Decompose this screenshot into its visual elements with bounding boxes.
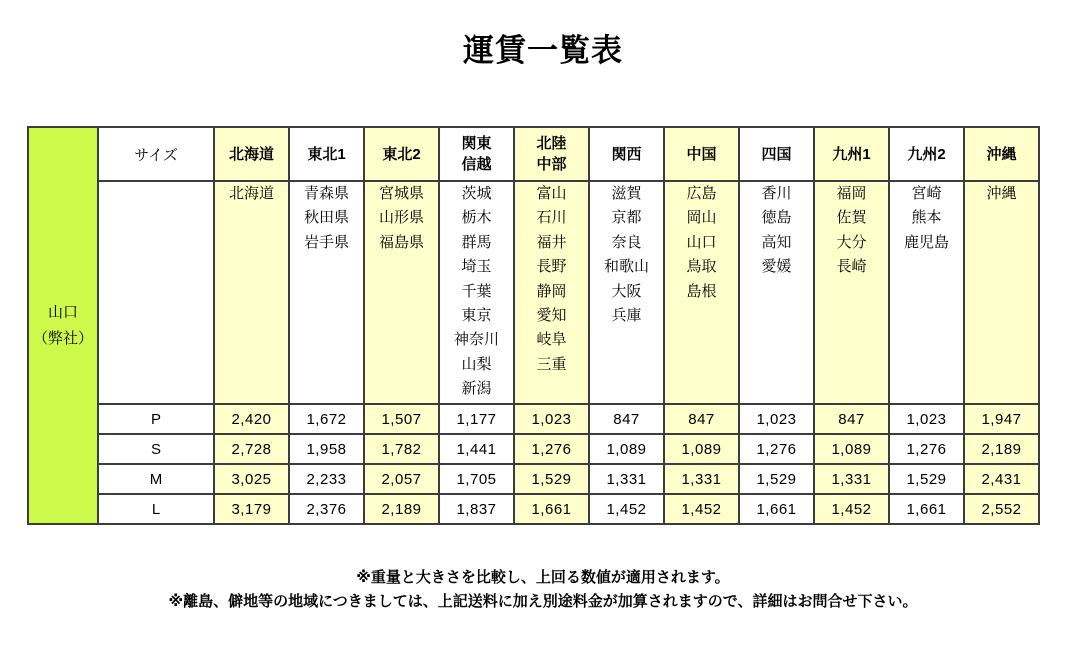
price-cell: 1,331 bbox=[814, 464, 889, 494]
region-header-line: 東北1 bbox=[307, 145, 346, 163]
price-cell: 2,431 bbox=[964, 464, 1039, 494]
region-header-cell bbox=[664, 127, 739, 181]
origin-label-line: 山口 bbox=[47, 303, 78, 321]
prefecture-name: 山梨 bbox=[461, 355, 492, 373]
price-row bbox=[28, 434, 1039, 464]
price-cell: 1,089 bbox=[664, 434, 739, 464]
prefecture-name: 佐賀 bbox=[836, 209, 867, 227]
price-cell: 2,728 bbox=[214, 434, 289, 464]
price-cell: 1,023 bbox=[514, 404, 589, 434]
price-cell: 847 bbox=[664, 404, 739, 434]
prefecture-name: 広島 bbox=[686, 185, 717, 202]
prefecture-cell bbox=[514, 181, 589, 404]
price-cell: 1,441 bbox=[439, 434, 514, 464]
price-cell: 2,189 bbox=[964, 434, 1039, 464]
price-cell: 1,507 bbox=[364, 404, 439, 434]
price-cell: 1,529 bbox=[514, 464, 589, 494]
region-header-line: 信越 bbox=[461, 156, 492, 173]
region-header-line: 沖縄 bbox=[986, 145, 1017, 163]
prefecture-cell bbox=[664, 181, 739, 404]
prefecture-name: 群馬 bbox=[461, 233, 492, 251]
prefecture-name: 鹿児島 bbox=[903, 233, 949, 251]
price-cell: 1,672 bbox=[289, 404, 364, 434]
prefecture-name: 和歌山 bbox=[603, 258, 649, 276]
price-cell: 1,452 bbox=[589, 494, 664, 524]
price-cell: 1,452 bbox=[814, 494, 889, 524]
prefecture-name: 滋賀 bbox=[611, 185, 642, 202]
prefecture-row bbox=[28, 181, 1039, 404]
price-cell: 3,179 bbox=[214, 494, 289, 524]
price-cell: 2,376 bbox=[289, 494, 364, 524]
prefecture-name: 宮崎 bbox=[911, 185, 942, 202]
region-header-line: 中国 bbox=[686, 145, 717, 163]
price-cell: 1,089 bbox=[814, 434, 889, 464]
price-cell: 2,189 bbox=[364, 494, 439, 524]
prefecture-name: 青森県 bbox=[303, 185, 349, 202]
footnote-line: ※離島、僻地等の地域につきましては、上記送料に加え別途料金が加算されますので、詳細はお問合せ下さい。 bbox=[168, 593, 918, 610]
prefecture-name: 千葉 bbox=[461, 282, 492, 300]
prefecture-name: 岐阜 bbox=[536, 331, 567, 349]
prefecture-name: 兵庫 bbox=[611, 307, 642, 325]
price-row bbox=[28, 464, 1039, 494]
price-row bbox=[28, 404, 1039, 434]
prefecture-name: 長野 bbox=[536, 258, 567, 276]
price-cell: 1,661 bbox=[739, 494, 814, 524]
prefecture-name: 埼玉 bbox=[461, 258, 492, 276]
region-header-line: 九州1 bbox=[832, 145, 871, 163]
price-cell: 1,331 bbox=[664, 464, 739, 494]
prefecture-name: 福井 bbox=[536, 233, 567, 251]
prefecture-cell bbox=[364, 181, 439, 404]
region-header-cell bbox=[439, 127, 514, 181]
prefecture-cell bbox=[439, 181, 514, 404]
prefecture-name: 三重 bbox=[536, 355, 567, 373]
prefecture-name: 京都 bbox=[611, 209, 642, 227]
region-header-line: 中部 bbox=[536, 156, 567, 173]
price-cell: 1,276 bbox=[739, 434, 814, 464]
origin-cell bbox=[28, 127, 98, 524]
prefecture-name: 岡山 bbox=[686, 209, 717, 227]
page-title: 運賃一覧表 bbox=[463, 33, 623, 68]
region-header-cell bbox=[214, 127, 289, 181]
region-header-line: 九州2 bbox=[907, 145, 946, 163]
price-cell: 1,452 bbox=[664, 494, 739, 524]
region-header-cell bbox=[889, 127, 964, 181]
price-cell: 2,057 bbox=[364, 464, 439, 494]
size-cell: M bbox=[98, 464, 214, 494]
prefecture-name: 山形県 bbox=[378, 209, 424, 227]
prefecture-cell bbox=[889, 181, 964, 404]
prefecture-cell bbox=[814, 181, 889, 404]
prefecture-name: 神奈川 bbox=[453, 331, 499, 349]
prefecture-name: 宮城県 bbox=[378, 185, 424, 202]
price-cell: 1,023 bbox=[739, 404, 814, 434]
prefecture-name: 島根 bbox=[686, 282, 717, 300]
price-cell: 2,233 bbox=[289, 464, 364, 494]
price-cell: 1,276 bbox=[889, 434, 964, 464]
prefecture-name: 茨城 bbox=[461, 185, 492, 202]
prefecture-name: 沖縄 bbox=[986, 185, 1017, 202]
price-cell: 1,529 bbox=[739, 464, 814, 494]
region-header-cell bbox=[739, 127, 814, 181]
size-header-cell: サイズ bbox=[98, 127, 214, 181]
footnotes bbox=[0, 566, 1086, 614]
region-header-line: 東北2 bbox=[382, 145, 421, 163]
price-cell: 847 bbox=[589, 404, 664, 434]
price-row bbox=[28, 494, 1039, 524]
size-cell: L bbox=[98, 494, 214, 524]
price-cell: 1,276 bbox=[514, 434, 589, 464]
price-cell: 1,023 bbox=[889, 404, 964, 434]
rate-table bbox=[27, 126, 1040, 525]
region-header-cell bbox=[364, 127, 439, 181]
price-cell: 1,661 bbox=[514, 494, 589, 524]
rate-table-body bbox=[28, 127, 1039, 524]
region-header-line: 関西 bbox=[611, 145, 642, 163]
prefecture-name: 北海道 bbox=[228, 185, 274, 202]
prefecture-name: 福岡 bbox=[836, 185, 867, 202]
price-cell: 1,705 bbox=[439, 464, 514, 494]
region-header-cell bbox=[514, 127, 589, 181]
prefecture-name: 静岡 bbox=[536, 282, 567, 300]
prefecture-name: 長崎 bbox=[836, 258, 867, 276]
prefecture-cell bbox=[289, 181, 364, 404]
prefecture-name: 福島県 bbox=[378, 233, 424, 251]
prefecture-name: 香川 bbox=[761, 185, 792, 202]
size-cell: P bbox=[98, 404, 214, 434]
prefecture-name: 富山 bbox=[536, 185, 567, 202]
header-row bbox=[28, 127, 1039, 181]
prefecture-name: 秋田県 bbox=[303, 209, 349, 227]
price-cell: 1,177 bbox=[439, 404, 514, 434]
prefecture-name: 岩手県 bbox=[303, 233, 349, 251]
prefecture-name: 山口 bbox=[686, 233, 717, 251]
price-cell: 1,782 bbox=[364, 434, 439, 464]
prefecture-cell bbox=[214, 181, 289, 404]
prefecture-name: 鳥取 bbox=[686, 258, 717, 276]
region-header-cell bbox=[814, 127, 889, 181]
price-cell: 3,025 bbox=[214, 464, 289, 494]
rate-table-container bbox=[27, 126, 1040, 525]
region-header-line: 北陸 bbox=[536, 135, 567, 152]
size-cell: S bbox=[98, 434, 214, 464]
prefecture-name: 愛媛 bbox=[761, 258, 792, 276]
footnote-line: ※重量と大きさを比較し、上回る数値が適用されます。 bbox=[356, 569, 730, 586]
prefecture-cell bbox=[964, 181, 1039, 404]
price-cell: 1,331 bbox=[589, 464, 664, 494]
region-header-line: 関東 bbox=[461, 135, 492, 152]
prefecture-cell bbox=[589, 181, 664, 404]
price-cell: 1,529 bbox=[889, 464, 964, 494]
price-cell: 1,089 bbox=[589, 434, 664, 464]
prefecture-name: 奈良 bbox=[611, 233, 642, 251]
prefecture-name: 大分 bbox=[836, 233, 867, 251]
price-cell: 847 bbox=[814, 404, 889, 434]
region-header-line: 北海道 bbox=[228, 145, 274, 163]
price-cell: 2,552 bbox=[964, 494, 1039, 524]
prefecture-name: 徳島 bbox=[761, 209, 792, 227]
prefecture-name: 愛知 bbox=[536, 307, 567, 325]
size-blank-cell bbox=[98, 181, 214, 404]
price-cell: 2,420 bbox=[214, 404, 289, 434]
price-cell: 1,661 bbox=[889, 494, 964, 524]
prefecture-name: 東京 bbox=[461, 307, 492, 325]
region-header-cell bbox=[964, 127, 1039, 181]
prefecture-name: 大阪 bbox=[611, 282, 642, 300]
prefecture-name: 石川 bbox=[536, 209, 567, 227]
region-header-cell bbox=[589, 127, 664, 181]
price-cell: 1,958 bbox=[289, 434, 364, 464]
region-header-cell bbox=[289, 127, 364, 181]
prefecture-cell bbox=[739, 181, 814, 404]
price-cell: 1,837 bbox=[439, 494, 514, 524]
prefecture-name: 熊本 bbox=[911, 209, 942, 227]
origin-label-line: （弊社） bbox=[32, 329, 93, 347]
price-cell: 1,947 bbox=[964, 404, 1039, 434]
region-header-line: 四国 bbox=[761, 145, 792, 163]
prefecture-name: 高知 bbox=[761, 233, 792, 251]
prefecture-name: 栃木 bbox=[461, 209, 492, 227]
prefecture-name: 新潟 bbox=[461, 380, 492, 398]
